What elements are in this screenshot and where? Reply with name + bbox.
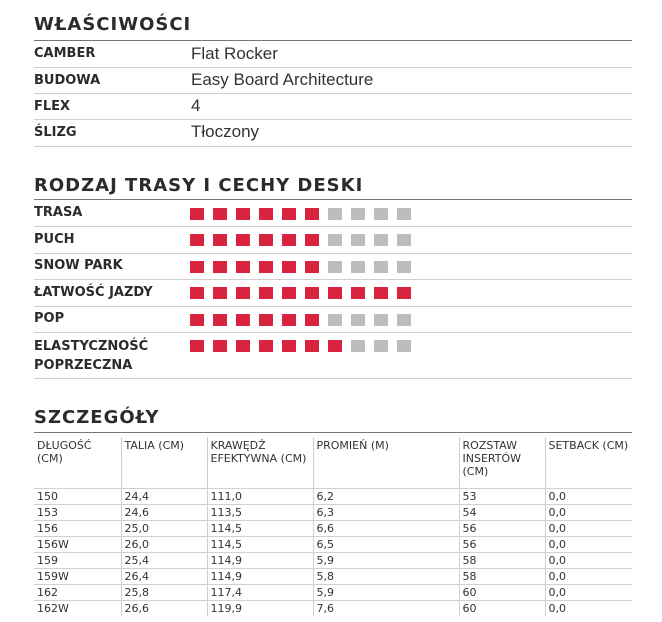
property-label-flex: FLEX [34,99,71,114]
cell-waist: 24,6 [121,505,207,521]
rating-square-filled [259,340,273,352]
row-divider [34,306,632,307]
table-row [34,489,632,505]
row-divider [34,253,632,254]
table-row [34,601,632,617]
table-row [34,585,632,601]
rating-square-filled [236,314,250,326]
row-divider [34,67,632,68]
rating-square-filled [236,261,250,273]
header-promien: PROMIEŃ (M) [313,437,459,489]
rating-square-empty [328,234,342,246]
rating-square-empty [374,208,388,220]
rating-square-filled [282,287,296,299]
row-divider [34,146,632,147]
cell-length: 153 [34,505,121,521]
rating-square-filled [236,340,250,352]
rating-square-empty [397,314,411,326]
cell-setback: 0,0 [545,489,632,505]
details-title: SZCZEGÓŁY [34,407,160,428]
cell-insert-spacing: 58 [459,553,545,569]
cell-setback: 0,0 [545,569,632,585]
row-divider [34,119,632,120]
row-divider [34,378,632,379]
cell-length: 150 [34,489,121,505]
rating-square-empty [351,340,365,352]
rating-label-pop: POP [34,311,65,326]
cell-length: 162 [34,585,121,601]
cell-insert-spacing: 54 [459,505,545,521]
rating-square-empty [374,261,388,273]
rating-square-empty [328,314,342,326]
rating-square-filled [213,261,227,273]
cell-radius: 5,9 [313,553,459,569]
rating-square-filled [190,234,204,246]
rating-square-empty [374,314,388,326]
rating-square-filled [213,340,227,352]
rating-square-filled [259,208,273,220]
cell-insert-spacing: 58 [459,569,545,585]
rating-square-filled [282,234,296,246]
cell-length: 156 [34,521,121,537]
rating-square-filled [397,287,411,299]
rating-square-filled [374,287,388,299]
cell-setback: 0,0 [545,521,632,537]
table-row [34,537,632,553]
cell-radius: 6,2 [313,489,459,505]
rating-square-empty [397,340,411,352]
rating-square-filled [236,234,250,246]
cell-length: 159 [34,553,121,569]
rating-square-empty [328,261,342,273]
cell-effective-edge: 119,9 [207,601,313,617]
property-label-slizg: ŚLIZG [34,125,77,140]
cell-length: 156W [34,537,121,553]
table-row [34,569,632,585]
row-divider [34,279,632,280]
properties-title: WŁAŚCIWOŚCI [34,14,192,35]
cell-effective-edge: 117,4 [207,585,313,601]
rating-square-filled [305,287,319,299]
rating-square-filled [190,261,204,273]
cell-effective-edge: 113,5 [207,505,313,521]
header-dlugosc: DŁUGOŚĆ (CM) [34,437,121,489]
property-value-camber: Flat Rocker [191,44,278,63]
cell-effective-edge: 114,5 [207,521,313,537]
cell-waist: 26,6 [121,601,207,617]
cell-radius: 5,9 [313,585,459,601]
rating-label-elastycznosc-poprzeczna: ELASTYCZNOŚĆ POPRZECZNA [34,339,149,373]
rating-square-filled [305,234,319,246]
details-table [34,437,632,616]
cell-effective-edge: 114,9 [207,553,313,569]
rating-square-filled [305,340,319,352]
details-title-rule [34,432,632,433]
rating-square-filled [213,314,227,326]
ratings-title: RODZAJ TRASY I CECHY DESKI [34,175,364,196]
header-rozstaw-insertow: ROZSTAW INSERTÓW (CM) [459,437,545,489]
rating-square-filled [259,234,273,246]
table-row [34,521,632,537]
rating-square-filled [236,287,250,299]
cell-insert-spacing: 56 [459,537,545,553]
cell-length: 162W [34,601,121,617]
rating-square-filled [190,287,204,299]
cell-setback: 0,0 [545,553,632,569]
table-row [34,505,632,521]
rating-square-filled [213,234,227,246]
cell-setback: 0,0 [545,585,632,601]
rating-square-filled [282,340,296,352]
cell-waist: 25,0 [121,521,207,537]
rating-square-filled [282,261,296,273]
rating-square-filled [351,287,365,299]
ratings-title-rule [34,199,632,200]
cell-radius: 7,6 [313,601,459,617]
cell-setback: 0,0 [545,537,632,553]
rating-square-empty [397,234,411,246]
rating-square-filled [282,208,296,220]
property-label-camber: CAMBER [34,46,96,61]
rating-square-empty [397,208,411,220]
cell-insert-spacing: 56 [459,521,545,537]
property-value-slizg: Tłoczony [191,122,260,141]
rating-square-filled [305,261,319,273]
cell-effective-edge: 111,0 [207,489,313,505]
cell-effective-edge: 114,9 [207,569,313,585]
rating-square-filled [328,287,342,299]
rating-label-latwosc-jazdy: ŁATWOŚĆ JAZDY [34,285,153,300]
details-header-row [34,437,632,489]
rating-square-empty [328,208,342,220]
property-label-budowa: BUDOWA [34,73,101,88]
cell-waist: 26,0 [121,537,207,553]
rating-square-empty [351,314,365,326]
rating-label-trasa: TRASA [34,205,83,220]
cell-waist: 24,4 [121,489,207,505]
rating-square-empty [397,261,411,273]
cell-radius: 6,3 [313,505,459,521]
rating-square-empty [374,340,388,352]
rating-square-empty [351,261,365,273]
rating-square-filled [190,314,204,326]
cell-insert-spacing: 60 [459,601,545,617]
row-divider [34,226,632,227]
rating-square-filled [259,314,273,326]
rating-label-puch: PUCH [34,232,75,247]
rating-square-empty [351,208,365,220]
rating-square-filled [236,208,250,220]
rating-square-empty [374,234,388,246]
cell-effective-edge: 114,5 [207,537,313,553]
row-divider [34,93,632,94]
table-row [34,553,632,569]
row-divider [34,332,632,333]
properties-title-rule [34,40,632,41]
rating-square-filled [328,340,342,352]
rating-square-filled [305,208,319,220]
rating-square-filled [190,340,204,352]
cell-insert-spacing: 53 [459,489,545,505]
rating-square-filled [305,314,319,326]
rating-square-filled [282,314,296,326]
header-krawedz-efektywna: KRAWĘDŹ EFEKTYWNA (CM) [207,437,313,489]
rating-square-empty [351,234,365,246]
cell-length: 159W [34,569,121,585]
cell-insert-spacing: 60 [459,585,545,601]
header-talia: TALIA (CM) [121,437,207,489]
rating-square-filled [259,261,273,273]
rating-square-filled [190,208,204,220]
property-value-flex: 4 [191,96,201,115]
header-setback: SETBACK (CM) [545,437,632,489]
cell-radius: 6,6 [313,521,459,537]
property-value-budowa: Easy Board Architecture [191,70,374,89]
cell-waist: 25,4 [121,553,207,569]
cell-setback: 0,0 [545,505,632,521]
cell-waist: 25,8 [121,585,207,601]
cell-radius: 6,5 [313,537,459,553]
rating-square-filled [259,287,273,299]
rating-label-snow-park: SNOW PARK [34,258,123,273]
rating-square-filled [213,287,227,299]
cell-setback: 0,0 [548,602,566,615]
cell-radius: 5,8 [313,569,459,585]
cell-waist: 26,4 [121,569,207,585]
rating-square-filled [213,208,227,220]
